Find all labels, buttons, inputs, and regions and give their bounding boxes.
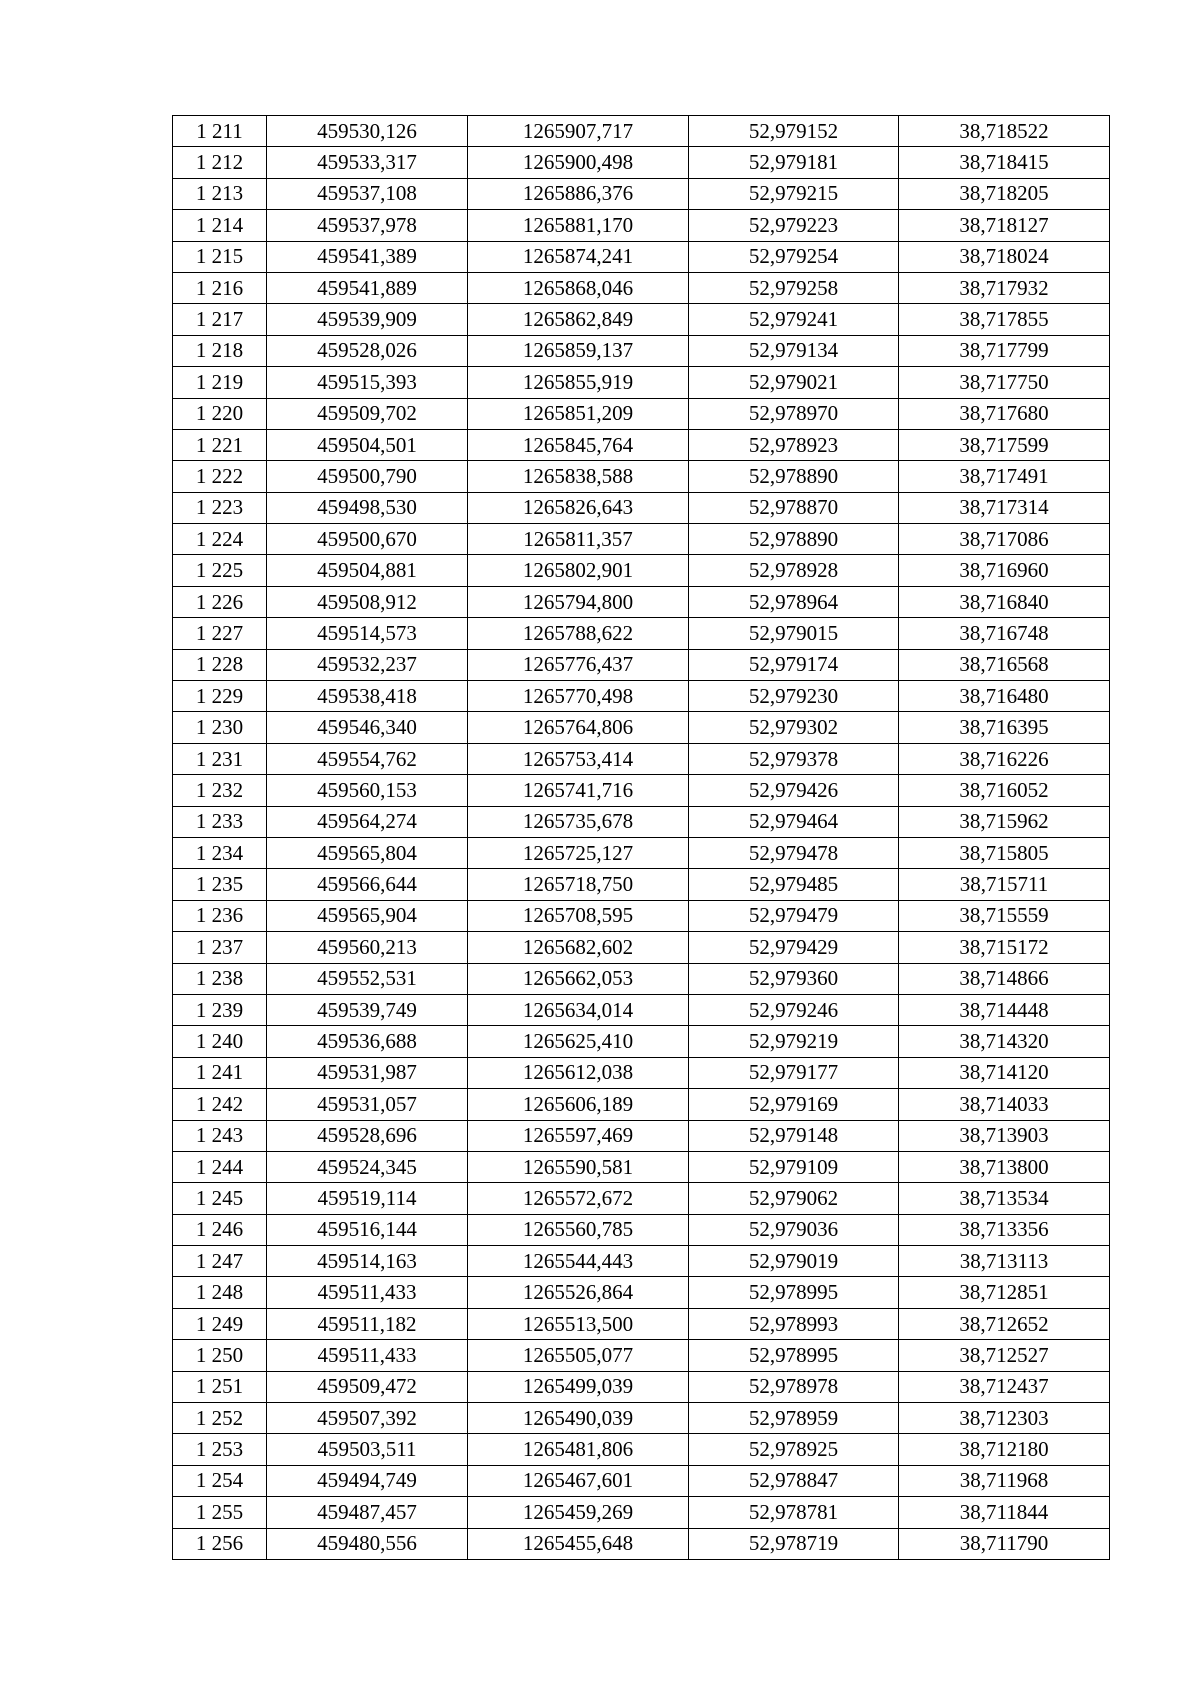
- longitude-cell: 38,712851: [899, 1277, 1110, 1308]
- table-row: [173, 649, 1110, 680]
- y-coordinate-cell: 1265776,437: [468, 649, 689, 680]
- latitude-cell: 52,979485: [689, 869, 899, 900]
- point-number-cell: 1 227: [173, 618, 267, 649]
- table-row: [173, 869, 1110, 900]
- y-coordinate-cell: 1265802,901: [468, 555, 689, 586]
- table-row: [173, 1308, 1110, 1339]
- point-number-cell: 1 220: [173, 398, 267, 429]
- table-row: [173, 398, 1110, 429]
- table-row: [173, 335, 1110, 366]
- x-coordinate-cell: 459515,393: [267, 367, 468, 398]
- longitude-cell: 38,714448: [899, 994, 1110, 1025]
- latitude-cell: 52,979241: [689, 304, 899, 335]
- longitude-cell: 38,715962: [899, 806, 1110, 837]
- latitude-cell: 52,979134: [689, 335, 899, 366]
- x-coordinate-cell: 459538,418: [267, 681, 468, 712]
- table-row: [173, 524, 1110, 555]
- longitude-cell: 38,716960: [899, 555, 1110, 586]
- latitude-cell: 52,979169: [689, 1089, 899, 1120]
- latitude-cell: 52,978870: [689, 492, 899, 523]
- latitude-cell: 52,979302: [689, 712, 899, 743]
- latitude-cell: 52,979177: [689, 1057, 899, 1088]
- y-coordinate-cell: 1265859,137: [468, 335, 689, 366]
- table-row: [173, 1371, 1110, 1402]
- latitude-cell: 52,978964: [689, 586, 899, 617]
- table-row: [173, 1151, 1110, 1182]
- x-coordinate-cell: 459533,317: [267, 147, 468, 178]
- latitude-cell: 52,978890: [689, 524, 899, 555]
- x-coordinate-cell: 459511,433: [267, 1277, 468, 1308]
- latitude-cell: 52,979152: [689, 116, 899, 147]
- latitude-cell: 52,978993: [689, 1308, 899, 1339]
- x-coordinate-cell: 459537,108: [267, 178, 468, 209]
- longitude-cell: 38,712527: [899, 1340, 1110, 1371]
- longitude-cell: 38,717855: [899, 304, 1110, 335]
- table-row: [173, 1089, 1110, 1120]
- y-coordinate-cell: 1265682,602: [468, 932, 689, 963]
- y-coordinate-cell: 1265753,414: [468, 743, 689, 774]
- longitude-cell: 38,718127: [899, 210, 1110, 241]
- latitude-cell: 52,979360: [689, 963, 899, 994]
- latitude-cell: 52,978847: [689, 1465, 899, 1496]
- latitude-cell: 52,979223: [689, 210, 899, 241]
- y-coordinate-cell: 1265741,716: [468, 775, 689, 806]
- longitude-cell: 38,714120: [899, 1057, 1110, 1088]
- longitude-cell: 38,717680: [899, 398, 1110, 429]
- x-coordinate-cell: 459504,881: [267, 555, 468, 586]
- y-coordinate-cell: 1265662,053: [468, 963, 689, 994]
- longitude-cell: 38,718522: [899, 116, 1110, 147]
- longitude-cell: 38,713534: [899, 1183, 1110, 1214]
- table-row: [173, 147, 1110, 178]
- x-coordinate-cell: 459509,472: [267, 1371, 468, 1402]
- latitude-cell: 52,978970: [689, 398, 899, 429]
- longitude-cell: 38,716568: [899, 649, 1110, 680]
- y-coordinate-cell: 1265459,269: [468, 1497, 689, 1528]
- longitude-cell: 38,717314: [899, 492, 1110, 523]
- table-row: [173, 367, 1110, 398]
- table-row: [173, 681, 1110, 712]
- y-coordinate-cell: 1265886,376: [468, 178, 689, 209]
- point-number-cell: 1 249: [173, 1308, 267, 1339]
- longitude-cell: 38,717599: [899, 429, 1110, 460]
- y-coordinate-cell: 1265467,601: [468, 1465, 689, 1496]
- y-coordinate-cell: 1265851,209: [468, 398, 689, 429]
- latitude-cell: 52,978959: [689, 1403, 899, 1434]
- point-number-cell: 1 213: [173, 178, 267, 209]
- latitude-cell: 52,978978: [689, 1371, 899, 1402]
- table-row: [173, 178, 1110, 209]
- longitude-cell: 38,712303: [899, 1403, 1110, 1434]
- y-coordinate-cell: 1265862,849: [468, 304, 689, 335]
- x-coordinate-cell: 459565,804: [267, 837, 468, 868]
- y-coordinate-cell: 1265874,241: [468, 241, 689, 272]
- x-coordinate-cell: 459552,531: [267, 963, 468, 994]
- y-coordinate-cell: 1265513,500: [468, 1308, 689, 1339]
- latitude-cell: 52,979254: [689, 241, 899, 272]
- table-row: [173, 775, 1110, 806]
- x-coordinate-cell: 459532,237: [267, 649, 468, 680]
- longitude-cell: 38,716748: [899, 618, 1110, 649]
- table-row: [173, 712, 1110, 743]
- longitude-cell: 38,715805: [899, 837, 1110, 868]
- x-coordinate-cell: 459511,182: [267, 1308, 468, 1339]
- latitude-cell: 52,979021: [689, 367, 899, 398]
- y-coordinate-cell: 1265499,039: [468, 1371, 689, 1402]
- latitude-cell: 52,978781: [689, 1497, 899, 1528]
- latitude-cell: 52,978890: [689, 461, 899, 492]
- point-number-cell: 1 242: [173, 1089, 267, 1120]
- y-coordinate-cell: 1265505,077: [468, 1340, 689, 1371]
- point-number-cell: 1 244: [173, 1151, 267, 1182]
- x-coordinate-cell: 459531,057: [267, 1089, 468, 1120]
- point-number-cell: 1 214: [173, 210, 267, 241]
- table-row: [173, 1403, 1110, 1434]
- point-number-cell: 1 211: [173, 116, 267, 147]
- x-coordinate-cell: 459524,345: [267, 1151, 468, 1182]
- latitude-cell: 52,979019: [689, 1246, 899, 1277]
- point-number-cell: 1 245: [173, 1183, 267, 1214]
- latitude-cell: 52,978925: [689, 1434, 899, 1465]
- point-number-cell: 1 230: [173, 712, 267, 743]
- x-coordinate-cell: 459539,909: [267, 304, 468, 335]
- table-row: [173, 241, 1110, 272]
- coordinates-table-body: [173, 116, 1110, 1560]
- x-coordinate-cell: 459519,114: [267, 1183, 468, 1214]
- table-row: [173, 1497, 1110, 1528]
- y-coordinate-cell: 1265590,581: [468, 1151, 689, 1182]
- longitude-cell: 38,711790: [899, 1528, 1110, 1559]
- latitude-cell: 52,979479: [689, 900, 899, 931]
- longitude-cell: 38,712652: [899, 1308, 1110, 1339]
- x-coordinate-cell: 459560,213: [267, 932, 468, 963]
- table-row: [173, 461, 1110, 492]
- longitude-cell: 38,716226: [899, 743, 1110, 774]
- latitude-cell: 52,979174: [689, 649, 899, 680]
- point-number-cell: 1 217: [173, 304, 267, 335]
- coordinates-table: [172, 115, 1110, 1560]
- table-row: [173, 1277, 1110, 1308]
- latitude-cell: 52,979062: [689, 1183, 899, 1214]
- point-number-cell: 1 224: [173, 524, 267, 555]
- latitude-cell: 52,979215: [689, 178, 899, 209]
- longitude-cell: 38,718205: [899, 178, 1110, 209]
- x-coordinate-cell: 459528,026: [267, 335, 468, 366]
- longitude-cell: 38,713356: [899, 1214, 1110, 1245]
- point-number-cell: 1 216: [173, 272, 267, 303]
- x-coordinate-cell: 459503,511: [267, 1434, 468, 1465]
- table-row: [173, 1026, 1110, 1057]
- x-coordinate-cell: 459541,889: [267, 272, 468, 303]
- x-coordinate-cell: 459514,163: [267, 1246, 468, 1277]
- point-number-cell: 1 231: [173, 743, 267, 774]
- y-coordinate-cell: 1265560,785: [468, 1214, 689, 1245]
- latitude-cell: 52,979464: [689, 806, 899, 837]
- longitude-cell: 38,712180: [899, 1434, 1110, 1465]
- longitude-cell: 38,717491: [899, 461, 1110, 492]
- table-row: [173, 963, 1110, 994]
- point-number-cell: 1 243: [173, 1120, 267, 1151]
- table-row: [173, 618, 1110, 649]
- longitude-cell: 38,713113: [899, 1246, 1110, 1277]
- point-number-cell: 1 226: [173, 586, 267, 617]
- latitude-cell: 52,978928: [689, 555, 899, 586]
- longitude-cell: 38,714320: [899, 1026, 1110, 1057]
- point-number-cell: 1 228: [173, 649, 267, 680]
- longitude-cell: 38,713800: [899, 1151, 1110, 1182]
- point-number-cell: 1 222: [173, 461, 267, 492]
- latitude-cell: 52,979036: [689, 1214, 899, 1245]
- table-row: [173, 1434, 1110, 1465]
- latitude-cell: 52,979109: [689, 1151, 899, 1182]
- table-row: [173, 1528, 1110, 1559]
- x-coordinate-cell: 459480,556: [267, 1528, 468, 1559]
- y-coordinate-cell: 1265845,764: [468, 429, 689, 460]
- y-coordinate-cell: 1265455,648: [468, 1528, 689, 1559]
- x-coordinate-cell: 459507,392: [267, 1403, 468, 1434]
- point-number-cell: 1 252: [173, 1403, 267, 1434]
- x-coordinate-cell: 459508,912: [267, 586, 468, 617]
- table-row: [173, 272, 1110, 303]
- longitude-cell: 38,717799: [899, 335, 1110, 366]
- longitude-cell: 38,717750: [899, 367, 1110, 398]
- latitude-cell: 52,978995: [689, 1277, 899, 1308]
- x-coordinate-cell: 459500,670: [267, 524, 468, 555]
- table-row: [173, 806, 1110, 837]
- point-number-cell: 1 239: [173, 994, 267, 1025]
- latitude-cell: 52,979246: [689, 994, 899, 1025]
- longitude-cell: 38,712437: [899, 1371, 1110, 1402]
- point-number-cell: 1 215: [173, 241, 267, 272]
- longitude-cell: 38,715559: [899, 900, 1110, 931]
- y-coordinate-cell: 1265794,800: [468, 586, 689, 617]
- point-number-cell: 1 248: [173, 1277, 267, 1308]
- y-coordinate-cell: 1265490,039: [468, 1403, 689, 1434]
- point-number-cell: 1 219: [173, 367, 267, 398]
- point-number-cell: 1 221: [173, 429, 267, 460]
- longitude-cell: 38,718415: [899, 147, 1110, 178]
- point-number-cell: 1 233: [173, 806, 267, 837]
- x-coordinate-cell: 459500,790: [267, 461, 468, 492]
- point-number-cell: 1 225: [173, 555, 267, 586]
- y-coordinate-cell: 1265481,806: [468, 1434, 689, 1465]
- x-coordinate-cell: 459531,987: [267, 1057, 468, 1088]
- longitude-cell: 38,717086: [899, 524, 1110, 555]
- longitude-cell: 38,714033: [899, 1089, 1110, 1120]
- y-coordinate-cell: 1265572,672: [468, 1183, 689, 1214]
- table-row: [173, 586, 1110, 617]
- latitude-cell: 52,979426: [689, 775, 899, 806]
- x-coordinate-cell: 459539,749: [267, 994, 468, 1025]
- latitude-cell: 52,978995: [689, 1340, 899, 1371]
- longitude-cell: 38,715711: [899, 869, 1110, 900]
- y-coordinate-cell: 1265811,357: [468, 524, 689, 555]
- latitude-cell: 52,979015: [689, 618, 899, 649]
- table-row: [173, 837, 1110, 868]
- point-number-cell: 1 251: [173, 1371, 267, 1402]
- latitude-cell: 52,979230: [689, 681, 899, 712]
- table-row: [173, 429, 1110, 460]
- table-row: [173, 116, 1110, 147]
- latitude-cell: 52,979258: [689, 272, 899, 303]
- y-coordinate-cell: 1265900,498: [468, 147, 689, 178]
- table-row: [173, 210, 1110, 241]
- x-coordinate-cell: 459516,144: [267, 1214, 468, 1245]
- x-coordinate-cell: 459504,501: [267, 429, 468, 460]
- x-coordinate-cell: 459537,978: [267, 210, 468, 241]
- y-coordinate-cell: 1265725,127: [468, 837, 689, 868]
- y-coordinate-cell: 1265544,443: [468, 1246, 689, 1277]
- point-number-cell: 1 241: [173, 1057, 267, 1088]
- y-coordinate-cell: 1265788,622: [468, 618, 689, 649]
- x-coordinate-cell: 459494,749: [267, 1465, 468, 1496]
- longitude-cell: 38,714866: [899, 963, 1110, 994]
- x-coordinate-cell: 459564,274: [267, 806, 468, 837]
- latitude-cell: 52,979219: [689, 1026, 899, 1057]
- table-row: [173, 1057, 1110, 1088]
- x-coordinate-cell: 459528,696: [267, 1120, 468, 1151]
- latitude-cell: 52,978923: [689, 429, 899, 460]
- latitude-cell: 52,979378: [689, 743, 899, 774]
- longitude-cell: 38,713903: [899, 1120, 1110, 1151]
- latitude-cell: 52,979429: [689, 932, 899, 963]
- table-row: [173, 1120, 1110, 1151]
- y-coordinate-cell: 1265838,588: [468, 461, 689, 492]
- table-row: [173, 900, 1110, 931]
- point-number-cell: 1 250: [173, 1340, 267, 1371]
- longitude-cell: 38,718024: [899, 241, 1110, 272]
- point-number-cell: 1 223: [173, 492, 267, 523]
- latitude-cell: 52,979478: [689, 837, 899, 868]
- point-number-cell: 1 255: [173, 1497, 267, 1528]
- longitude-cell: 38,715172: [899, 932, 1110, 963]
- table-row: [173, 994, 1110, 1025]
- longitude-cell: 38,716052: [899, 775, 1110, 806]
- x-coordinate-cell: 459511,433: [267, 1340, 468, 1371]
- point-number-cell: 1 212: [173, 147, 267, 178]
- table-row: [173, 1340, 1110, 1371]
- table-row: [173, 743, 1110, 774]
- table-row: [173, 932, 1110, 963]
- x-coordinate-cell: 459565,904: [267, 900, 468, 931]
- point-number-cell: 1 240: [173, 1026, 267, 1057]
- y-coordinate-cell: 1265764,806: [468, 712, 689, 743]
- point-number-cell: 1 237: [173, 932, 267, 963]
- x-coordinate-cell: 459554,762: [267, 743, 468, 774]
- y-coordinate-cell: 1265708,595: [468, 900, 689, 931]
- y-coordinate-cell: 1265868,046: [468, 272, 689, 303]
- x-coordinate-cell: 459546,340: [267, 712, 468, 743]
- point-number-cell: 1 254: [173, 1465, 267, 1496]
- longitude-cell: 38,716840: [899, 586, 1110, 617]
- point-number-cell: 1 218: [173, 335, 267, 366]
- y-coordinate-cell: 1265606,189: [468, 1089, 689, 1120]
- x-coordinate-cell: 459530,126: [267, 116, 468, 147]
- point-number-cell: 1 247: [173, 1246, 267, 1277]
- table-row: [173, 304, 1110, 335]
- x-coordinate-cell: 459498,530: [267, 492, 468, 523]
- y-coordinate-cell: 1265718,750: [468, 869, 689, 900]
- longitude-cell: 38,717932: [899, 272, 1110, 303]
- table-row: [173, 1465, 1110, 1496]
- point-number-cell: 1 253: [173, 1434, 267, 1465]
- y-coordinate-cell: 1265735,678: [468, 806, 689, 837]
- latitude-cell: 52,979148: [689, 1120, 899, 1151]
- y-coordinate-cell: 1265526,864: [468, 1277, 689, 1308]
- y-coordinate-cell: 1265826,643: [468, 492, 689, 523]
- table-row: [173, 1183, 1110, 1214]
- point-number-cell: 1 236: [173, 900, 267, 931]
- point-number-cell: 1 238: [173, 963, 267, 994]
- y-coordinate-cell: 1265625,410: [468, 1026, 689, 1057]
- latitude-cell: 52,979181: [689, 147, 899, 178]
- x-coordinate-cell: 459509,702: [267, 398, 468, 429]
- y-coordinate-cell: 1265855,919: [468, 367, 689, 398]
- longitude-cell: 38,711968: [899, 1465, 1110, 1496]
- table-row: [173, 492, 1110, 523]
- x-coordinate-cell: 459560,153: [267, 775, 468, 806]
- y-coordinate-cell: 1265907,717: [468, 116, 689, 147]
- x-coordinate-cell: 459536,688: [267, 1026, 468, 1057]
- longitude-cell: 38,716395: [899, 712, 1110, 743]
- table-row: [173, 1246, 1110, 1277]
- y-coordinate-cell: 1265597,469: [468, 1120, 689, 1151]
- x-coordinate-cell: 459566,644: [267, 869, 468, 900]
- y-coordinate-cell: 1265881,170: [468, 210, 689, 241]
- point-number-cell: 1 234: [173, 837, 267, 868]
- point-number-cell: 1 235: [173, 869, 267, 900]
- x-coordinate-cell: 459487,457: [267, 1497, 468, 1528]
- x-coordinate-cell: 459541,389: [267, 241, 468, 272]
- x-coordinate-cell: 459514,573: [267, 618, 468, 649]
- point-number-cell: 1 229: [173, 681, 267, 712]
- longitude-cell: 38,716480: [899, 681, 1110, 712]
- y-coordinate-cell: 1265612,038: [468, 1057, 689, 1088]
- latitude-cell: 52,978719: [689, 1528, 899, 1559]
- y-coordinate-cell: 1265770,498: [468, 681, 689, 712]
- point-number-cell: 1 232: [173, 775, 267, 806]
- point-number-cell: 1 256: [173, 1528, 267, 1559]
- table-row: [173, 1214, 1110, 1245]
- point-number-cell: 1 246: [173, 1214, 267, 1245]
- longitude-cell: 38,711844: [899, 1497, 1110, 1528]
- table-row: [173, 555, 1110, 586]
- y-coordinate-cell: 1265634,014: [468, 994, 689, 1025]
